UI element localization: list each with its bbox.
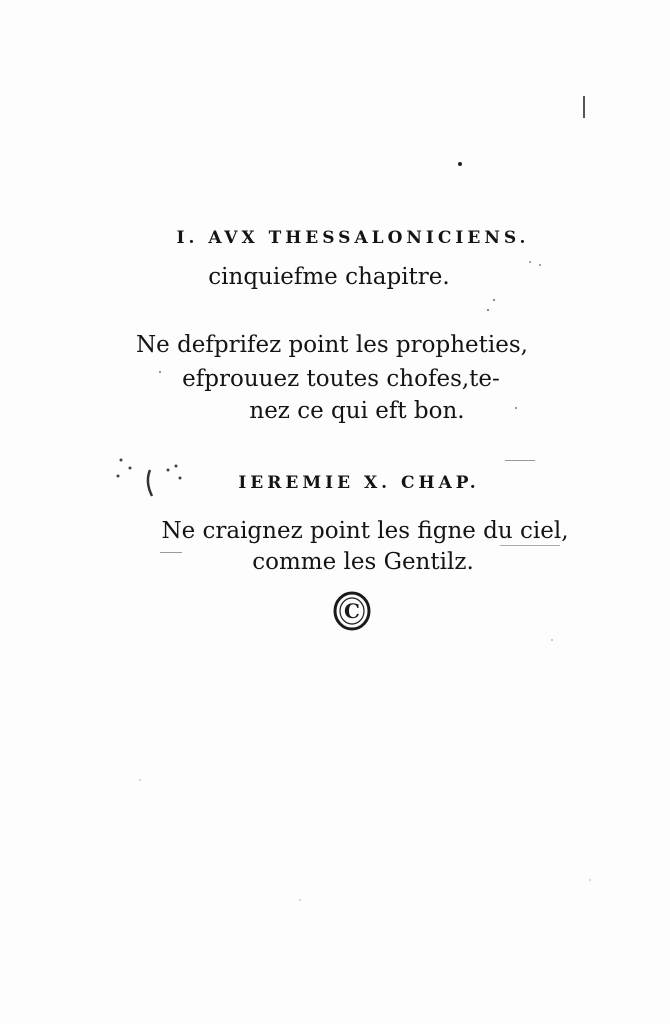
stamp-letter: C: [344, 599, 360, 623]
verse-line-4: Ne craignez point les figne du ciel,: [161, 518, 569, 544]
section-heading-thessaloniciens: I. AVX THESSALONICIENS.: [176, 228, 530, 248]
library-stamp-icon: [332, 590, 372, 632]
verse-line-2: efprouuez toutes chofes,te-: [182, 366, 500, 392]
section-subheading-chapter: cinquiefme chapitre.: [208, 264, 450, 290]
section-heading-ieremie: IEREMIE X. CHAP.: [238, 473, 480, 493]
verse-line-1: Ne defprifez point les propheties,: [136, 332, 528, 358]
verse-line-3: nez ce qui eft bon.: [249, 398, 465, 424]
verse-line-5: comme les Gentilz.: [252, 549, 474, 575]
